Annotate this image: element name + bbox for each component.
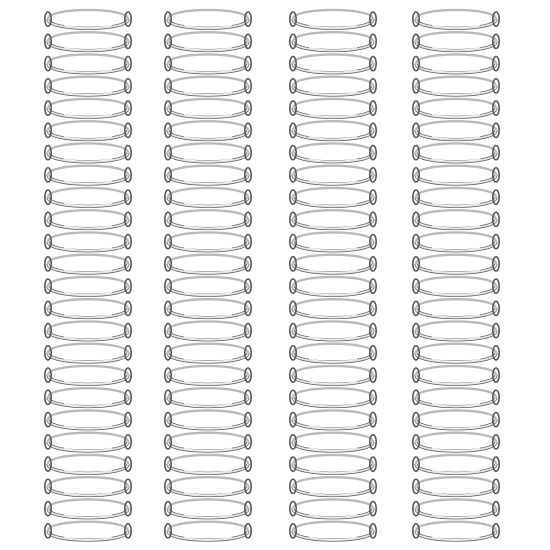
coil-loop: [165, 99, 251, 117]
coil-loop: [45, 366, 131, 384]
coil-loop: [45, 121, 131, 139]
coil-loop: [413, 455, 499, 473]
coil-loop: [413, 32, 499, 50]
coil-loop: [165, 54, 251, 72]
coil-loop: [290, 388, 376, 406]
coil-loop: [413, 321, 499, 339]
coil-loop: [165, 522, 251, 540]
coil-loop: [290, 321, 376, 339]
coil-loop: [165, 277, 251, 295]
coil-loop: [290, 166, 376, 184]
coil-loop: [290, 121, 376, 139]
coil-loop: [413, 99, 499, 117]
coil-loop: [413, 232, 499, 250]
coil-loop: [413, 522, 499, 540]
coil-loop: [165, 210, 251, 228]
coil-loop: [290, 143, 376, 161]
coil-loop: [413, 210, 499, 228]
coil-loop: [165, 410, 251, 428]
coil-loop: [45, 54, 131, 72]
coil-loop: [165, 32, 251, 50]
coil-loop: [290, 433, 376, 451]
coil-loop: [290, 410, 376, 428]
coil-loop: [290, 277, 376, 295]
coil-loop: [45, 210, 131, 228]
coil-loop: [290, 344, 376, 362]
coil-loop: [165, 299, 251, 317]
coil-loop: [290, 255, 376, 273]
coil-loop: [413, 10, 499, 28]
coil-loop: [290, 366, 376, 384]
coil-loop: [45, 277, 131, 295]
coil-loop: [165, 232, 251, 250]
coil-loop: [45, 499, 131, 517]
coil-loop: [165, 366, 251, 384]
coil-loop: [413, 54, 499, 72]
coil-loop: [290, 477, 376, 495]
coil-loop: [45, 232, 131, 250]
coil-loop: [290, 210, 376, 228]
coil-loop: [290, 99, 376, 117]
coil-loop: [413, 344, 499, 362]
coil-loop: [290, 232, 376, 250]
coil-loop: [413, 121, 499, 139]
coil-loop: [45, 344, 131, 362]
coil-loop: [165, 166, 251, 184]
coil-loop: [45, 32, 131, 50]
coil-4: [413, 10, 499, 540]
coil-loop: [165, 477, 251, 495]
coil-loop: [45, 299, 131, 317]
coil-loop: [165, 455, 251, 473]
coil-loop: [413, 299, 499, 317]
coil-loop: [290, 499, 376, 517]
coil-loop: [413, 366, 499, 384]
coil-loop: [165, 121, 251, 139]
coil-loop: [45, 77, 131, 95]
coil-loop: [45, 10, 131, 28]
coil-loop: [45, 433, 131, 451]
coil-loop: [45, 255, 131, 273]
coil-loop: [290, 455, 376, 473]
coil-loop: [413, 255, 499, 273]
coil-loop: [165, 344, 251, 362]
coil-loop: [290, 10, 376, 28]
coil-loop: [45, 188, 131, 206]
coil-loop: [290, 77, 376, 95]
coil-loop: [45, 388, 131, 406]
coil-loop: [290, 522, 376, 540]
coil-loop: [290, 32, 376, 50]
coil-loop: [165, 255, 251, 273]
coil-loop: [165, 188, 251, 206]
coil-loop: [165, 77, 251, 95]
coil-loop: [165, 10, 251, 28]
coil-loop: [45, 477, 131, 495]
coil-loop: [290, 188, 376, 206]
coil-2: [165, 10, 251, 540]
coil-loop: [413, 477, 499, 495]
coil-loop: [165, 143, 251, 161]
coil-loop: [413, 188, 499, 206]
coil-loop: [413, 143, 499, 161]
coil-loop: [45, 455, 131, 473]
coil-loop: [165, 499, 251, 517]
coil-loop: [290, 54, 376, 72]
coil-loop: [413, 277, 499, 295]
coil-3: [290, 10, 376, 540]
coil-loop: [413, 388, 499, 406]
coil-loop: [45, 143, 131, 161]
coil-loop: [45, 522, 131, 540]
coil-loop: [165, 388, 251, 406]
coil-loop: [45, 321, 131, 339]
coil-loop: [413, 166, 499, 184]
coil-loop: [413, 433, 499, 451]
coil-loop: [413, 77, 499, 95]
coil-loop: [45, 410, 131, 428]
coil-loop: [413, 499, 499, 517]
coil-1: [45, 10, 131, 540]
coil-loop: [413, 410, 499, 428]
coil-loop: [290, 299, 376, 317]
coil-loop: [45, 166, 131, 184]
coil-loop: [165, 321, 251, 339]
coil-loop: [165, 433, 251, 451]
coil-loop: [45, 99, 131, 117]
